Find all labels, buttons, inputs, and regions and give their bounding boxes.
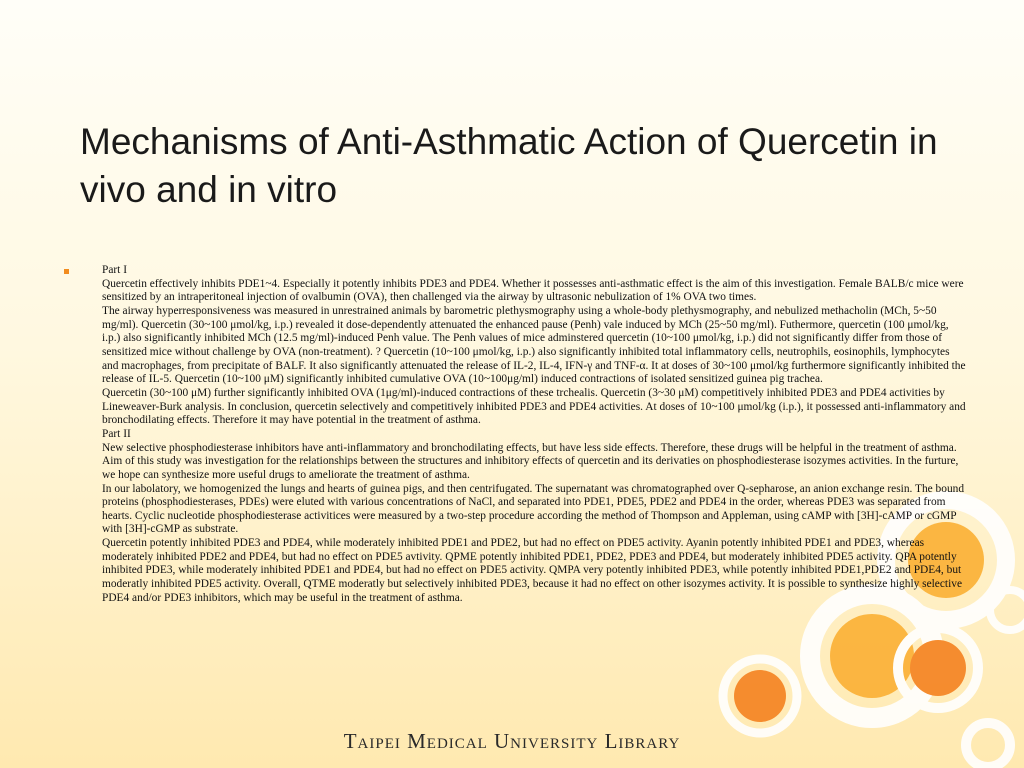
deco-circle: [910, 640, 966, 696]
square-bullet-icon: [64, 269, 69, 274]
deco-circle: [734, 670, 786, 722]
body-paragraph: The airway hyperresponsiveness was measured in unrestrained animals by barometric plethysmography using a whole-body plethysmography, and nebulized methacholin (MCh, 5~50 mg/ml). Quercetin (30~100 μmol/kg, i.p.) revealed it dose-dependently attenuated the enhanced pause (Penh) vale induced by MCh (25~50 mg/ml). Futhermore, quercetin (100 μmol/kg, i.p.) also significantly inhibited MCh (12.5 mg/ml)-induced Penh value. The Penh values of mice adminstered quercetin (10~100 μmol/kg, i.p.) did not significantly differ from those of sensitized mice without challenge by OVA (non-treatment). ? Quercetin (10~100 μmol/kg, i.p.) also significantly inhibited total inflammatory cells, neutrophils, eosinophils, lymphocytes and macrophages, from precipitate of BALF. It also significantly attenuated the release of IL-2, IL-4, IFN-γ and TNF-α. It at doses of 30~100 μmol/kg furthermore significantly inhibited the release of IL-5. Quercetin (10~100 μM) significantly inhibited cumulative OVA (10~100μg/ml) induced contractions of isolated sensitized guinea pig trachea.: [102, 304, 966, 386]
slide-body: [102, 264, 966, 605]
slide-title: Mechanisms of Anti-Asthmatic Action of Quercetin in vivo and in vitro: [80, 121, 938, 210]
body-paragraph: Quercetin effectively inhibits PDE1~4. Especially it potently inhibits PDE3 and PDE4. Whether it possesses anti-asthmatic effect is the aim of this investigation. Female BALB/c mice were sensitized by an intraperitoneal injection of ovalbumin (OVA), then challenged via the airway by ultrasonic nebulization of 1% OVA two times.: [102, 277, 964, 304]
body-paragraph: Quercetin (30~100 μM) further significantly inhibited OVA (1μg/ml)-induced contractions of these trchealis. Quercetin (3~30 μM) competitively inhibited PDE3 and PDE4 activities by Lineweaver-Burk analysis. In conclusion, quercetin selectively and competitively inhibited PDE3 and PDE4 activities. At doses of 10~100 μmol/kg (i.p.), it possessed anti-inflammatory and bronchodilating effects. Therefore it may have potential in the treatment of asthma.: [102, 386, 966, 427]
body-paragraph: Quercetin potently inhibited PDE3 and PDE4, while moderately inhibited PDE1 and PDE2, but had no effect on PDE5 activity. Ayanin potently inhibited PDE1 and PDE3, whereas moderately inhibited PDE2 and PDE4, but had no effect on PDE5 avtivity. QPME potently inhibited PDE1, PDE2, PDE3 and PDE4, but moderately inhibited PDE5 activity. QPA potently inhibited PDE3, while moderately inhibited PDE1 and PDE4, but had no effect on PDE5 activity. QMPA very potently inhibited PDE3, while potently inhibited PDE1,PDE2 and PDE4, but moderatly inhibited PDE5 activity. Overall, QTME moderatly but selectively inhibited PDE3, because it had no effect on other isozymes activity. It is possible to synthesize highly selective PDE4 and/or PDE3 inhibitors, which may be useful in the treatment of asthma.: [102, 537, 963, 604]
deco-circle: [990, 590, 1024, 630]
part-heading: Part II: [102, 427, 131, 440]
footer-library-name: Taipei Medical University Library: [343, 729, 681, 753]
part-heading: Part I: [102, 264, 127, 276]
body-paragraph: In our labolatory, we homogenized the lungs and hearts of guinea pigs, and then centrifugated. The supernatant was chromatographed over Q-sepharose, an anion exchange resin. The bound proteins (phosphodiesterases, PDEs) were eluted with various concentrations of NaCl, and separated into PDE1, PDE5, PDE2 and PDE4 in the order, whereas PDE3 was separated from hearts. Cyclic nucleotide phosphodiesterase activitices were measured by a two-step procedure according the method of Thompson and Appleman, using cAMP with [3H]-cAMP or cGMP with [3H]-cGMP as substrate.: [102, 482, 965, 536]
body-paragraph: New selective phosphodiesterase inhibitors have anti-inflammatory and bronchodilating effects, but have less side effects. Therefore, these drugs will be helpful in the treatment of asthma. Aim of this study was investigation for the relationships between the structures and inhibitory effects of quercetin and its derivaties on phosphodiesterase isozymes activities. In the furture, we hope can synthesize more useful drugs to ameliorate the treatment of asthma.: [102, 441, 959, 481]
